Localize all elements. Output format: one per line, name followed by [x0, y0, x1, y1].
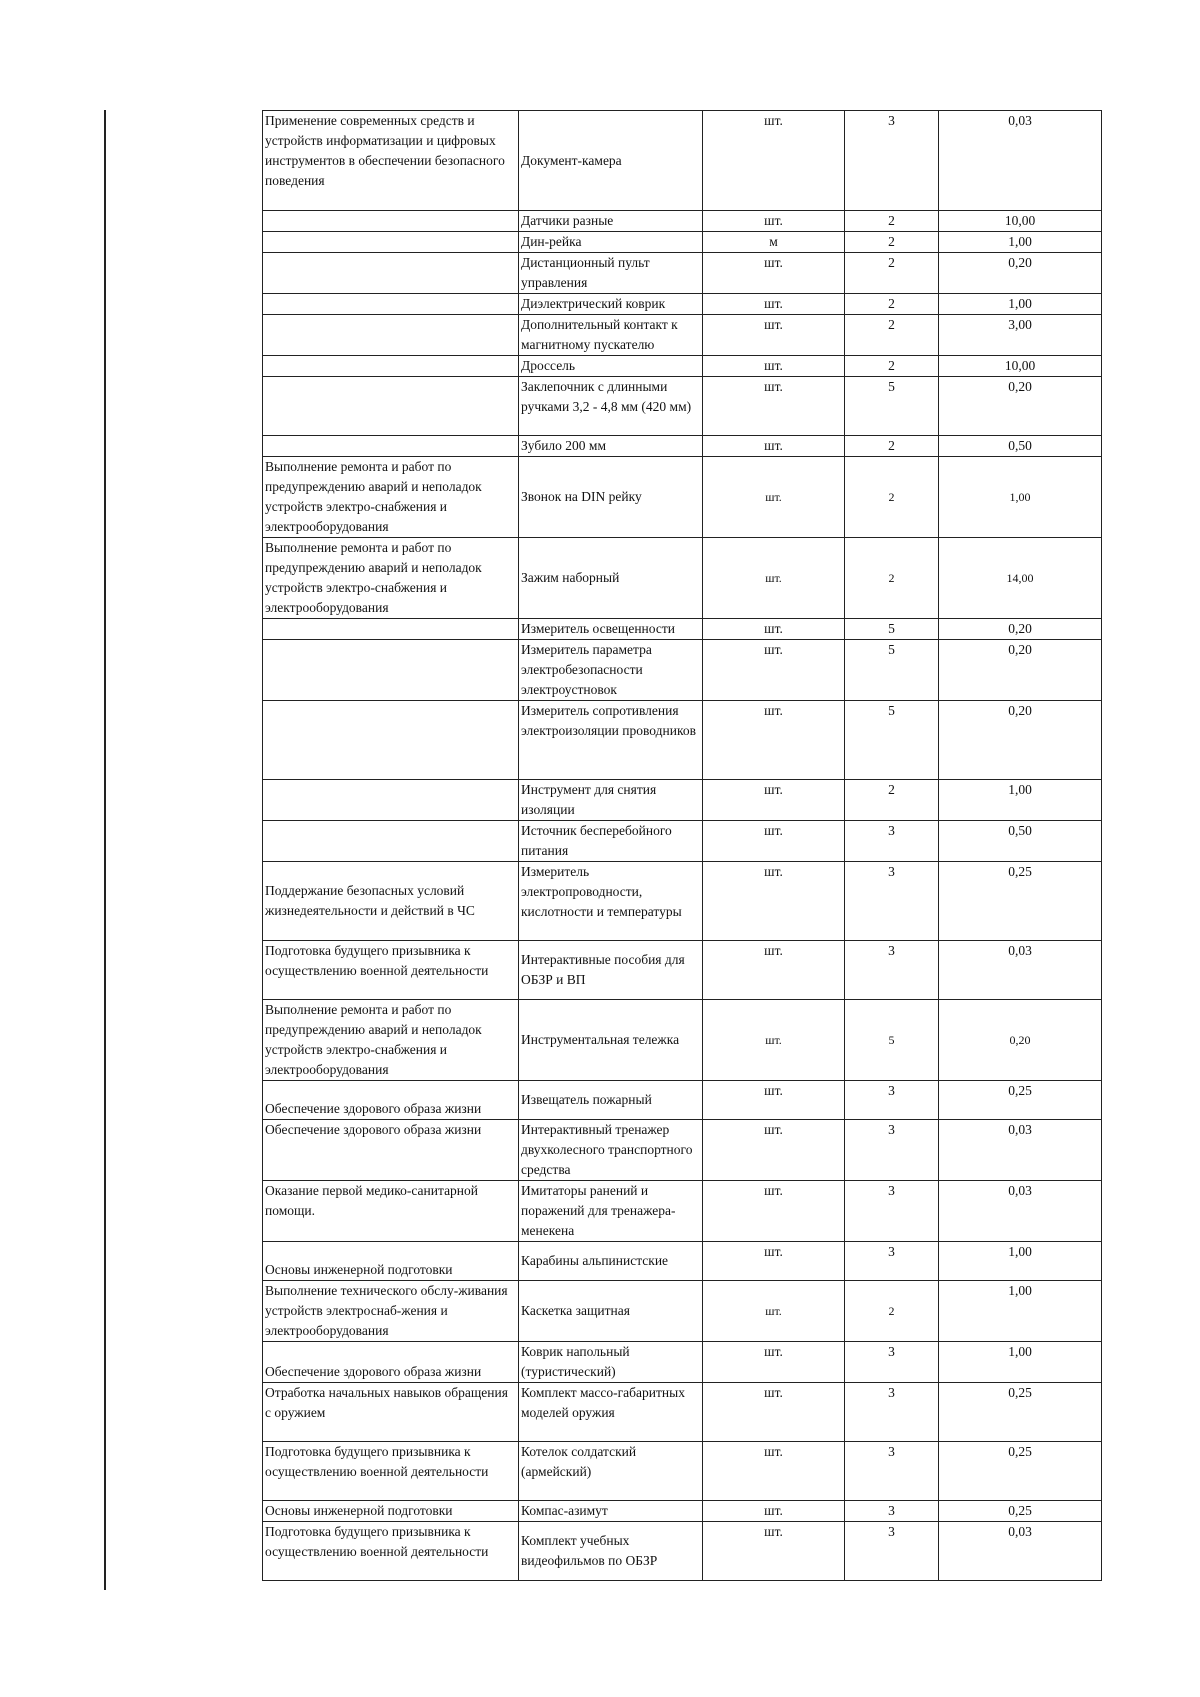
coefficient-cell: 0,25 — [939, 1442, 1102, 1501]
coefficient-cell: 0,25 — [939, 1501, 1102, 1522]
unit-cell: шт. — [703, 1000, 845, 1081]
quantity-cell: 2 — [845, 232, 939, 253]
coefficient-cell: 0,20 — [939, 1000, 1102, 1081]
table-row — [263, 232, 1102, 253]
table-row — [263, 1081, 1102, 1120]
item-name-cell: Имитаторы ранений и поражений для тренажера-менекена — [519, 1181, 703, 1242]
item-name-cell: Зажим наборный — [519, 538, 703, 619]
quantity-cell: 3 — [845, 1242, 939, 1281]
section-cell: Применение современных средств и устройств информатизации и цифровых инструментов в обеспечении безопасного поведения — [263, 111, 519, 211]
table-row — [263, 294, 1102, 315]
item-name-cell: Источник бесперебойного питания — [519, 821, 703, 862]
quantity-cell: 2 — [845, 538, 939, 619]
section-cell: Обеспечение здорового образа жизни — [263, 1081, 519, 1120]
quantity-cell: 2 — [845, 356, 939, 377]
table-row — [263, 315, 1102, 356]
unit-cell: шт. — [703, 436, 845, 457]
section-cell: Подготовка будущего призывника к осуществлению военной деятельности — [263, 1442, 519, 1501]
item-name-cell: Каскетка защитная — [519, 1281, 703, 1342]
coefficient-cell: 0,20 — [939, 377, 1102, 436]
unit-cell: шт. — [703, 253, 845, 294]
coefficient-cell: 1,00 — [939, 232, 1102, 253]
item-name-cell: Измеритель освещенности — [519, 619, 703, 640]
item-name-cell: Инструмент для снятия изоляции — [519, 780, 703, 821]
item-name-cell: Комплект массо-габаритных моделей оружия — [519, 1383, 703, 1442]
coefficient-cell: 1,00 — [939, 294, 1102, 315]
section-cell — [263, 232, 519, 253]
quantity-cell: 3 — [845, 862, 939, 941]
section-cell: Подготовка будущего призывника к осуществлению военной деятельности — [263, 1522, 519, 1581]
quantity-cell: 3 — [845, 1120, 939, 1181]
item-name-cell: Извещатель пожарный — [519, 1081, 703, 1120]
quantity-cell: 2 — [845, 436, 939, 457]
item-name-cell: Зубило 200 мм — [519, 436, 703, 457]
coefficient-cell: 0,25 — [939, 862, 1102, 941]
unit-cell: шт. — [703, 211, 845, 232]
unit-cell: шт. — [703, 1242, 845, 1281]
table-row — [263, 619, 1102, 640]
table-row — [263, 1342, 1102, 1383]
unit-cell: м — [703, 232, 845, 253]
item-name-cell: Дистанционный пульт управления — [519, 253, 703, 294]
left-margin-line — [104, 110, 106, 1590]
table-row — [263, 211, 1102, 232]
quantity-cell: 3 — [845, 1442, 939, 1501]
item-name-cell: Датчики разные — [519, 211, 703, 232]
table-row — [263, 253, 1102, 294]
unit-cell: шт. — [703, 377, 845, 436]
table-row — [263, 457, 1102, 538]
table-row — [263, 821, 1102, 862]
equipment-table-body — [263, 111, 1102, 1581]
quantity-cell: 5 — [845, 1000, 939, 1081]
coefficient-cell: 10,00 — [939, 356, 1102, 377]
item-name-cell: Диэлектрический коврик — [519, 294, 703, 315]
item-name-cell: Коврик напольный (туристический) — [519, 1342, 703, 1383]
unit-cell: шт. — [703, 111, 845, 211]
item-name-cell: Измеритель параметра электробезопасности электроустновок — [519, 640, 703, 701]
quantity-cell: 2 — [845, 315, 939, 356]
equipment-table — [262, 110, 1102, 1581]
section-cell: Выполнение ремонта и работ по предупреждению аварий и неполадок устройств электро-снабжения и электрооборудования — [263, 1000, 519, 1081]
unit-cell: шт. — [703, 538, 845, 619]
quantity-cell: 3 — [845, 1081, 939, 1120]
item-name-cell: Измеритель электропроводности, кислотности и температуры — [519, 862, 703, 941]
quantity-cell: 3 — [845, 1383, 939, 1442]
unit-cell: шт. — [703, 780, 845, 821]
quantity-cell: 5 — [845, 640, 939, 701]
unit-cell: шт. — [703, 315, 845, 356]
section-cell — [263, 211, 519, 232]
section-cell — [263, 356, 519, 377]
quantity-cell: 5 — [845, 377, 939, 436]
unit-cell: шт. — [703, 1281, 845, 1342]
unit-cell: шт. — [703, 640, 845, 701]
unit-cell: шт. — [703, 821, 845, 862]
coefficient-cell: 0,03 — [939, 111, 1102, 211]
quantity-cell: 2 — [845, 780, 939, 821]
unit-cell: шт. — [703, 1522, 845, 1581]
table-row — [263, 538, 1102, 619]
table-row — [263, 1522, 1102, 1581]
unit-cell: шт. — [703, 1501, 845, 1522]
quantity-cell: 3 — [845, 941, 939, 1000]
unit-cell: шт. — [703, 356, 845, 377]
quantity-cell: 2 — [845, 1281, 939, 1342]
coefficient-cell: 1,00 — [939, 1281, 1102, 1342]
table-row — [263, 377, 1102, 436]
coefficient-cell: 1,00 — [939, 1242, 1102, 1281]
unit-cell: шт. — [703, 862, 845, 941]
unit-cell: шт. — [703, 1081, 845, 1120]
coefficient-cell: 0,20 — [939, 640, 1102, 701]
unit-cell: шт. — [703, 1120, 845, 1181]
unit-cell: шт. — [703, 1342, 845, 1383]
unit-cell: шт. — [703, 1383, 845, 1442]
section-cell — [263, 294, 519, 315]
item-name-cell: Дин-рейка — [519, 232, 703, 253]
table-row — [263, 1000, 1102, 1081]
section-cell: Обеспечение здорового образа жизни — [263, 1120, 519, 1181]
quantity-cell: 5 — [845, 619, 939, 640]
item-name-cell: Интерактивный тренажер двухколесного транспортного средства — [519, 1120, 703, 1181]
item-name-cell: Карабины альпинистские — [519, 1242, 703, 1281]
unit-cell: шт. — [703, 619, 845, 640]
item-name-cell: Измеритель сопротивления электроизоляции проводников — [519, 701, 703, 780]
item-name-cell: Дополнительный контакт к магнитному пускателю — [519, 315, 703, 356]
coefficient-cell: 0,03 — [939, 1522, 1102, 1581]
table-row — [263, 436, 1102, 457]
section-cell — [263, 436, 519, 457]
item-name-cell: Заклепочник с длинными ручками 3,2 - 4,8 мм (420 мм) — [519, 377, 703, 436]
table-row — [263, 780, 1102, 821]
section-cell: Выполнение ремонта и работ по предупреждению аварий и неполадок устройств электро-снабжения и электрооборудования — [263, 538, 519, 619]
coefficient-cell: 0,25 — [939, 1383, 1102, 1442]
section-cell: Поддержание безопасных условий жизнедеятельности и действий в ЧС — [263, 862, 519, 941]
quantity-cell: 2 — [845, 211, 939, 232]
unit-cell: шт. — [703, 1181, 845, 1242]
table-row — [263, 1383, 1102, 1442]
table-row — [263, 1442, 1102, 1501]
item-name-cell: Комплект учебных видеофильмов по ОБЗР — [519, 1522, 703, 1581]
coefficient-cell: 0,03 — [939, 941, 1102, 1000]
quantity-cell: 2 — [845, 294, 939, 315]
item-name-cell: Звонок на DIN рейку — [519, 457, 703, 538]
unit-cell: шт. — [703, 294, 845, 315]
quantity-cell: 3 — [845, 111, 939, 211]
table-row — [263, 1120, 1102, 1181]
item-name-cell: Компас-азимут — [519, 1501, 703, 1522]
section-cell — [263, 619, 519, 640]
coefficient-cell: 0,50 — [939, 436, 1102, 457]
table-row — [263, 862, 1102, 941]
table-row — [263, 701, 1102, 780]
coefficient-cell: 3,00 — [939, 315, 1102, 356]
quantity-cell: 3 — [845, 821, 939, 862]
coefficient-cell: 1,00 — [939, 1342, 1102, 1383]
table-row — [263, 1501, 1102, 1522]
section-cell — [263, 253, 519, 294]
section-cell — [263, 701, 519, 780]
section-cell — [263, 821, 519, 862]
quantity-cell: 2 — [845, 253, 939, 294]
item-name-cell: Инструментальная тележка — [519, 1000, 703, 1081]
table-row — [263, 356, 1102, 377]
table-row — [263, 1281, 1102, 1342]
section-cell: Выполнение ремонта и работ по предупреждению аварий и неполадок устройств электро-снабжения и электрооборудования — [263, 457, 519, 538]
coefficient-cell: 0,20 — [939, 253, 1102, 294]
coefficient-cell: 0,03 — [939, 1120, 1102, 1181]
item-name-cell: Документ-камера — [519, 111, 703, 211]
item-name-cell: Котелок солдатский (армейский) — [519, 1442, 703, 1501]
coefficient-cell: 0,50 — [939, 821, 1102, 862]
coefficient-cell: 1,00 — [939, 457, 1102, 538]
section-cell: Отработка начальных навыков обращения с оружием — [263, 1383, 519, 1442]
quantity-cell: 3 — [845, 1181, 939, 1242]
quantity-cell: 3 — [845, 1522, 939, 1581]
section-cell: Обеспечение здорового образа жизни — [263, 1342, 519, 1383]
coefficient-cell: 0,20 — [939, 701, 1102, 780]
table-row — [263, 640, 1102, 701]
item-name-cell: Дроссель — [519, 356, 703, 377]
coefficient-cell: 14,00 — [939, 538, 1102, 619]
quantity-cell: 2 — [845, 457, 939, 538]
table-row — [263, 111, 1102, 211]
section-cell: Основы инженерной подготовки — [263, 1501, 519, 1522]
quantity-cell: 3 — [845, 1342, 939, 1383]
unit-cell: шт. — [703, 941, 845, 1000]
coefficient-cell: 0,20 — [939, 619, 1102, 640]
quantity-cell: 5 — [845, 701, 939, 780]
section-cell — [263, 377, 519, 436]
section-cell: Основы инженерной подготовки — [263, 1242, 519, 1281]
section-cell — [263, 315, 519, 356]
table-row — [263, 1242, 1102, 1281]
quantity-cell: 3 — [845, 1501, 939, 1522]
unit-cell: шт. — [703, 457, 845, 538]
table-row — [263, 1181, 1102, 1242]
section-cell: Выполнение технического обслу-живания устройств электроснаб-жения и электрооборудования — [263, 1281, 519, 1342]
section-cell: Подготовка будущего призывника к осуществлению военной деятельности — [263, 941, 519, 1000]
coefficient-cell: 0,25 — [939, 1081, 1102, 1120]
table-row — [263, 941, 1102, 1000]
section-cell: Оказание первой медико-санитарной помощи. — [263, 1181, 519, 1242]
coefficient-cell: 0,03 — [939, 1181, 1102, 1242]
coefficient-cell: 1,00 — [939, 780, 1102, 821]
unit-cell: шт. — [703, 701, 845, 780]
section-cell — [263, 640, 519, 701]
section-cell — [263, 780, 519, 821]
unit-cell: шт. — [703, 1442, 845, 1501]
item-name-cell: Интерактивные пособия для ОБЗР и ВП — [519, 941, 703, 1000]
coefficient-cell: 10,00 — [939, 211, 1102, 232]
